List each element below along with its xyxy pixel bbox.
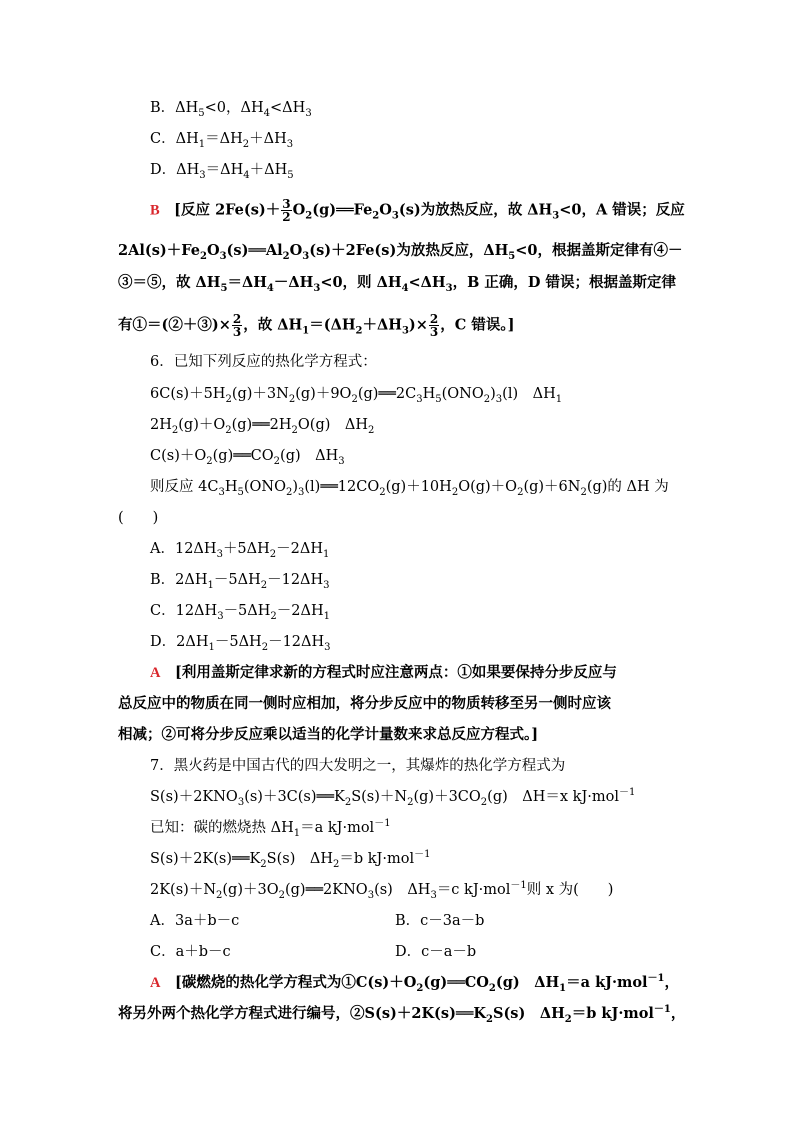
- q5-option-d: D．$\Delta H_3=\Delta H_4+\Delta H_5$: [150, 162, 294, 181]
- q6-question: 则反应 $4C_3H_5(ONO_2)_3(l)══12CO_2(g)+10H_2O(g)+O_2(g)+6N_2(g)$的 ΔH 为: [150, 479, 669, 498]
- q7-option-b: B．c－3a－b: [395, 913, 485, 929]
- fraction: $\frac{3}{2}$: [282, 197, 291, 224]
- q5-explanation-line3: ③＝⑤，故 $\Delta H_5=\Delta H_4-\Delta H_3<0$，则 $\Delta H_4<\Delta H_3$，B 正确，D 错误；根据盖斯定律: [118, 274, 677, 294]
- q5-explanation-line1: B [反应 2Fe(s)＋ $\frac{3}{2}$ $O_2(g)══Fe_2O_3(s)$为放热反应，故 $\Delta H_3<0$，A 错误；反应: [150, 197, 685, 224]
- q7-option-d: D．c－a－b: [395, 944, 477, 960]
- q6-explanation-line2: 总反应中的物质在同一侧时应相加，将分步反应中的物质转移至另一侧时应该: [118, 695, 611, 712]
- q6-answer: A: [150, 665, 161, 681]
- q7-answer: A: [150, 975, 161, 991]
- q7-equation: $S(s)+2KNO_3(s)+3C(s)══K_2S(s)+N_2(g)+3CO_2(g)$ ΔH＝x kJ·mol$^{-1}$: [150, 787, 636, 808]
- q6-equation-1: $6C(s)+5H_2(g)+3N_2(g)+9O_2(g)══2C_3H_5(ONO_2)_3(l)$ $\Delta H_1$: [150, 386, 563, 405]
- q7-equation-3: $2K(s)+N_2(g)+3O_2(g)══2KNO_3(s)$ $\Delta H_3=c$ kJ·mol$^{-1}$则 x 为( ): [150, 880, 614, 901]
- fraction: $\frac{2}{3}$: [429, 312, 439, 339]
- q6-stem: 6．已知下列反应的热化学方程式：: [150, 354, 377, 370]
- q7-equation-2: $S(s)+2K(s)══K_2S(s)$ $\Delta H_2=b$ kJ·mol$^{-1}$: [150, 849, 431, 870]
- q6-explanation-line1: A [利用盖斯定律求新的方程式时应注意两点：①如果要保持分步反应与: [150, 664, 617, 681]
- q5-explanation-line4: 有①＝(②＋③)× $\frac{2}{3}$ ，故 $\Delta H_1=(\Delta H_2+\Delta H_3)\times$ $\frac{2}{3}$ ，C 错误。]: [118, 312, 515, 339]
- q6-option-d: D．$2\Delta H_1-5\Delta H_2-12\Delta H_3$: [150, 634, 331, 653]
- q7-option-a: A．3a＋b－c: [150, 913, 240, 929]
- q7-option-c: C．a＋b－c: [150, 944, 231, 960]
- q6-answer-blank: ( ): [118, 510, 159, 526]
- q5-option-b: B．$\Delta H_5<0$，$\Delta H_4<\Delta H_3$: [150, 100, 312, 119]
- q6-explanation-line3: 相减；②可将分步反应乘以适当的化学计量数来求总反应方程式。]: [118, 726, 539, 743]
- q5-explanation-line2: $2Al(s)+Fe_2O_3(s)══Al_2O_3(s)+2Fe(s)$为放热反应，$\Delta H_5<0$，根据盖斯定律有④－: [118, 242, 683, 262]
- q7-explanation-line2: 将另外两个热化学方程式进行编号，$②S(s)+2K(s)══K_2S(s)$ $\Delta H_2=b$ kJ·mol$^{-1}$，: [118, 1004, 686, 1025]
- q6-option-a: A．$12\Delta H_3+5\Delta H_2-2\Delta H_1$: [150, 541, 330, 560]
- q6-option-c: C．$12\Delta H_3-5\Delta H_2-2\Delta H_1$: [150, 603, 330, 622]
- q6-option-b: B．$2\Delta H_1-5\Delta H_2-12\Delta H_3$: [150, 572, 330, 591]
- q5-option-c: C．$\Delta H_1=\Delta H_2+\Delta H_3$: [150, 131, 294, 150]
- q7-explanation-line1: A [碳燃烧的热化学方程式为$①C(s)+O_2(g)══CO_2(g)$ $\Delta H_1=a$ kJ·mol$^{-1}$，: [150, 973, 680, 994]
- q6-equation-2: $2H_2(g)+O_2(g)══2H_2O(g)$ $\Delta H_2$: [150, 417, 375, 436]
- q6-equation-3: $C(s)+O_2(g)══CO_2(g)$ $\Delta H_3$: [150, 448, 345, 467]
- q7-given: 已知：碳的燃烧热 $\Delta H_1=a$ kJ·mol$^{-1}$: [150, 818, 391, 839]
- q5-answer: B: [150, 202, 160, 219]
- q7-stem: 7．黑火药是中国古代的四大发明之一，其爆炸的热化学方程式为: [150, 758, 566, 774]
- fraction: $\frac{2}{3}$: [232, 312, 242, 339]
